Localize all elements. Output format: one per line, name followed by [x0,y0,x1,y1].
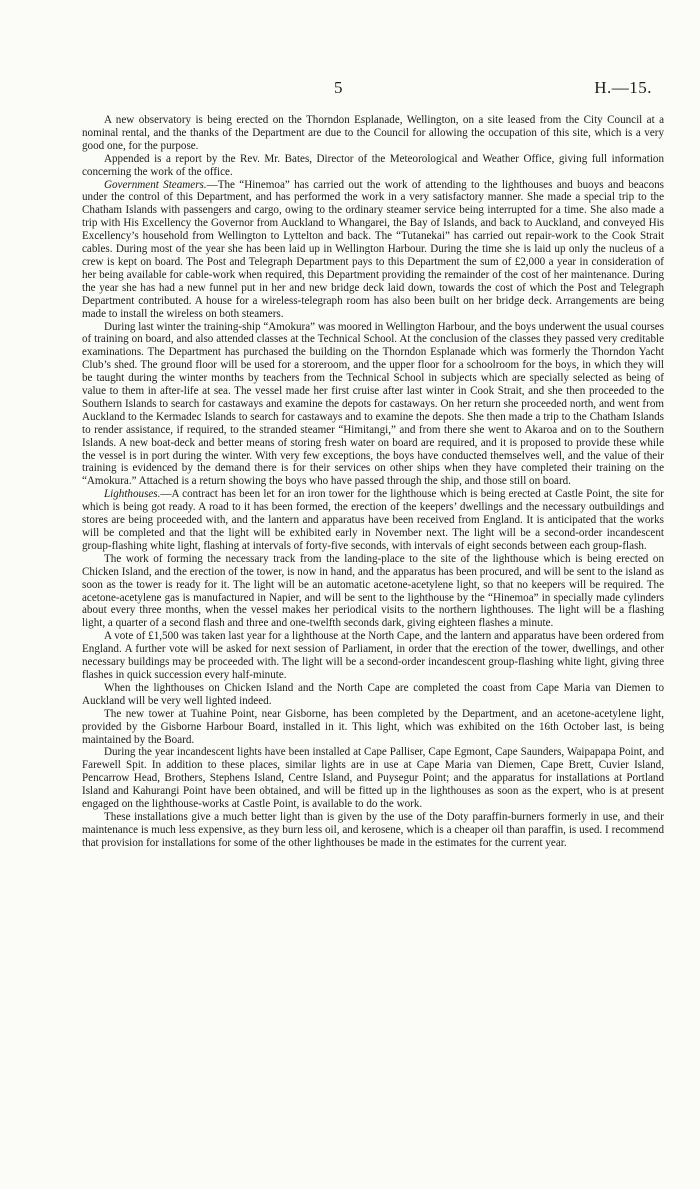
paragraph-text: Appended is a report by the Rev. Mr. Bates, Director of the Meteorological and Weather Office, giving full information concerning the work of the office. [82,152,664,178]
paragraph-text: These installations give a much better light than is given by the use of the Doty paraffin-burners formerly in use, and their maintenance is much less expensive, as they burn less oil, and kerosene, which is a cheaper oil than paraffin, is used. I recommend that provision for installations for some of the other lighthouses be made in the estimates for the current year. [82,810,664,849]
paragraph-observatory [82,114,664,153]
paragraph-meteorological-report [82,153,664,179]
section-heading: Lighthouses. [104,488,161,501]
body-text [82,114,664,850]
paragraph-text: A new observatory is being erected on the Thorndon Esplanade, Wellington, on a site leased from the City Council at a nominal rental, and the thanks of the Department are due to the Council for allowing the occupation of this site, which is a very good one, for the purpose. [82,114,664,152]
paragraph-text: A vote of £1,500 was taken last year for a lighthouse at the North Cape, and the lantern and apparatus have been ordered from England. A further vote will be asked for next session of Parliament, in order that the erection of the tower, dwellings, and other necessary buildings may be proceeded with. The light will be a second-order incandescent group-flashing white light, giving three flashes in quick succession every half-minute. [82,630,664,681]
paragraph-text: The new tower at Tuahine Point, near Gisborne, has been completed by the Department, and an acetone-acetylene light, provided by the Gisborne Harbour Board, installed in it. This light, which was exhibited on the 16th October last, is being maintained by the Board. [82,707,664,746]
paragraph-text: The work of forming the necessary track from the landing-place to the site of the lighthouse which is being erected on Chicken Island, and the erection of the tower, is now in hand, and the apparatus has been procured, and will be sent to the island as soon as the tower is ready for it. The light will be an automatic acetone-acetylene light, so that no keepers will be required. The acetone-acetylene gas is manufactured in Napier, and will be sent to the lighthouse by the “Hinemoa” in specially made cylinders about every three months, when the vessel makes her periodical visits to the northern lighthouses. The light will be a flashing light, a quarter of a second flash and three and one-twelfth seconds dark, giving eighteen flashes a minute. [82,552,664,630]
paragraph-chicken-island [82,553,664,630]
paragraph-north-cape [82,630,664,682]
paragraph-text: —A contract has been let for an iron tower for the lighthouse which is being erected at Castle Point, the site for which is being got ready. A road to it has been formed, the erection of the keepers’ dwellings and the necessary outbuildings and stores are being proceeded with, and the lantern and apparatus have been received from England. It is anticipated that the works will be completed and that the light will be exhibited early in November next. The light will be a second-order incandescent group-flashing white light, flashing at intervals of forty-five seconds, with intervals of eight seconds between each group-flash. [82,488,664,552]
paragraph-government-steamers [82,179,664,321]
paragraph-text: During the year incandescent lights have been installed at Cape Palliser, Cape Egmont, Cape Saunders, Waipapapa Point, and Farewell Spit. In addition to these places, similar lights are in use at Cape Maria van Diemen, Cape Brett, Cuvier Island, Pencarrow Head, Brothers, Stephens Island, Centre Island, and Puysegur Point; and the apparatus for installations at Portland Island and Kahurangi Point have been obtained, and will be fitted up in the lighthouses as soon as the expert, who is at present engaged on the lighthouse-works at Castle Point, is available to do the work. [82,746,664,811]
paragraph-text: During last winter the training-ship “Amokura” was moored in Wellington Harbour, and the boys underwent the usual courses of training on board, and also attended classes at the Technical School. At the conclusion of the classes they passed very creditable examinations. The Department has purchased the building on the Thorndon Esplanade which was formerly the Thorndon Yacht Club’s shed. The ground floor will be used for a storeroom, and the upper floor for a schoolroom for the boys, in which they will be taught during the winter months by teachers from the Technical School in subjects which are specially selected as being of value to them in after-life at sea. The vessel made her first cruise after last winter in Cook Strait, and she then proceeded to the Southern Islands to search for castaways and examine the depots for castaways. On her return she proceeded north, and went from Auckland to the Kermadec Islands to search for castaways and to examine the depots. She then made a trip to the Chatham Islands to render assistance, if required, to the stranded steamer “Himitangi,” and from there she went to Akaroa and on to the Southern Islands. A new boat-deck and better means of storing fresh water on board are required, and it is proposed to provide these while the vessel is in port during the winter. With very few exceptions, the boys have conducted themselves well, and the value of their training is evidenced by the demand there is for their services on other ships when they have completed their training on the “Amokura.” Attached is a return showing the boys who have passed through the ship, and those still on board. [82,320,664,488]
page-number: 5 [334,78,343,97]
paragraph-tuahine-point [82,708,664,747]
paragraph-coast-lighting [82,682,664,708]
paragraph-text: When the lighthouses on Chicken Island and the North Cape are completed the coast from Cape Maria van Diemen to Auckland will be very well lighted indeed. [82,681,664,707]
paragraph-training-ship [82,321,664,489]
section-heading: Government Steamers. [104,178,207,191]
document-reference: H.—15. [594,78,652,97]
paragraph-installations [82,811,664,850]
paragraph-lighthouses [82,488,664,553]
paragraph-text: —The “Hinemoa” has carried out the work of attending to the lighthouses and buoys and beacons under the control of this Department, and has performed the work in a very satisfactory manner. She made a special trip to the Chatham Islands with passengers and cargo, owing to the ordinary steamer service being interrupted for a time. She also made a trip with His Excellency the Governor from Auckland to Whangarei, the Bay of Islands, and back to Auckland, and conveyed His Excellency’s household from Wellington to Lyttelton and back. The “Tutanekai” has carried out repair-work to the Cook Strait cables. During most of the year she has been laid up in Wellington Harbour. During the time she is laid up only the nucleus of a crew is kept on board. The Post and Telegraph Department pays to this Department the sum of £2,000 a year in consideration of her being available for cable-work when required, this Department providing the remainder of the cost of her maintenance. During the year she has had a new funnel put in her and new bridge deck laid down, towards the cost of which the Post and Telegraph Department contributed. A house for a wireless-telegraph room has also been built on her bridge deck. Arrangements are being made to install the wireless on both steamers. [82,178,664,320]
paragraph-incandescent-lights [82,746,664,811]
page-header [0,78,700,102]
